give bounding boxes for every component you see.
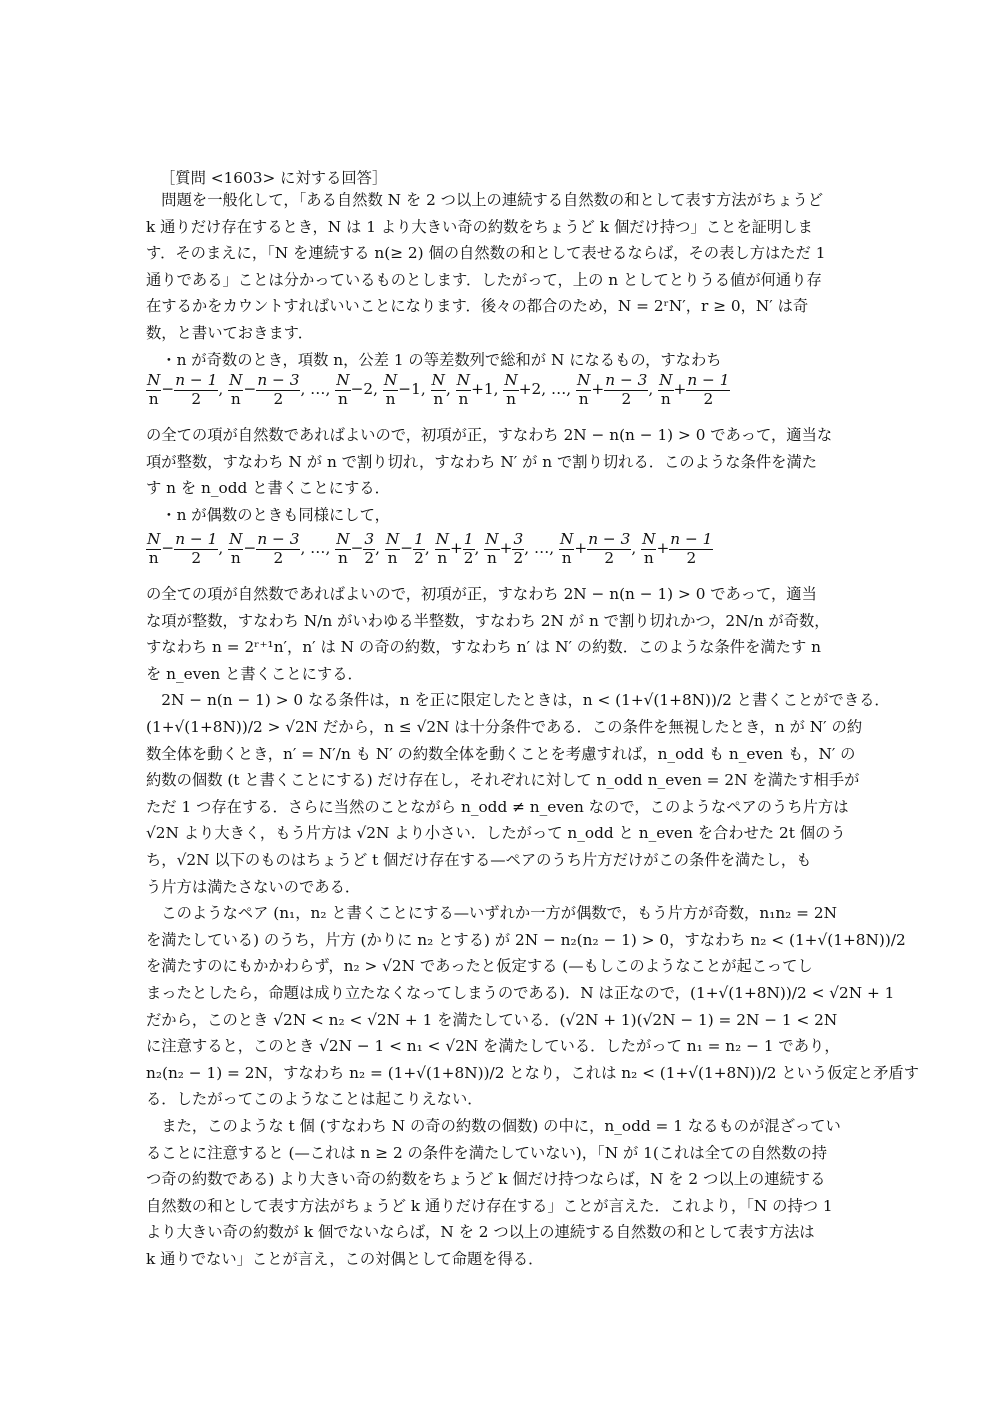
formula-text: , [631,539,642,558]
fraction-numerator: N [383,371,398,389]
fraction-denominator: n [484,549,499,568]
fraction-numerator: N [229,371,243,389]
text-line: だから，このとき √2N < n₂ < √2N + 1 を満たしている．(√2N + 1)(√2N − 1) = 2N − 1 < 2N [146,1011,838,1029]
text-line: つ奇の約数である) より大きい奇の約数をちょうど k 個だけ持つならば，N を 2 つ以上の連続する [146,1170,826,1188]
formula-text: −1, [398,380,431,399]
text-line: (1+√(1+8N))/2 > √2N だから，n ≤ √2N は十分条件である．この条件を無視したとき，n が N′ の約 [146,718,863,736]
text-line: 約数の個数 (t と書くことにする) だけ存在し，それぞれに対して n_odd n_even = 2N を満たす相手が [146,771,860,789]
fraction [658,372,673,408]
fraction [385,531,400,567]
text-line: 自然数の和として表す方法がちょうど k 通りだけ存在する」ことが言えた．これより，「N の持つ 1 [146,1197,833,1215]
formula-text: + [574,539,588,558]
text-line: す n を n_odd と書くことにする． [146,479,390,497]
fraction [435,531,450,567]
text-line: る．したがってこのようなことは起こりえない． [146,1090,483,1108]
fraction-numerator: N [229,530,243,548]
fraction-numerator: 3 [513,530,524,548]
answer-heading: ［質問 <1603> に対する回答］ [160,169,388,187]
fraction-numerator: n − 3 [257,530,300,548]
fraction-denominator: n [146,549,161,568]
fraction-denominator: 2 [256,549,300,568]
fraction-denominator: n [641,549,656,568]
fraction [174,372,218,408]
fraction [431,372,446,408]
fraction [559,531,574,567]
fraction-numerator: N [336,530,350,548]
fraction-denominator: 2 [587,549,631,568]
fraction [383,372,398,408]
fraction-denominator: n [383,390,398,409]
text-line: 項が整数，すなわち N が n で割り切れ，すなわち N′ が n で割り切れる．このような条件を満た [146,453,818,471]
fraction-numerator: n − 1 [670,530,713,548]
text-line: す．そのまえに，「N を連続する n(≥ 2) 個の自然数の和として表せるならば，その表し方はただ 1 [146,244,826,262]
fraction-numerator: N [659,371,673,389]
formula-text: − [243,539,257,558]
fraction-denominator: 2 [686,390,730,409]
fraction-denominator: 2 [513,548,524,567]
fraction [503,372,518,408]
fraction-numerator: 3 [364,530,375,548]
formula-text: − [161,539,175,558]
fraction [228,531,243,567]
fraction-denominator: 2 [256,390,300,409]
fraction-denominator: n [335,390,350,409]
fraction-denominator: n [503,390,518,409]
text-line: また，このような t 個 (すなわち N の奇の約数の個数) の中に，n_odd = 1 なるものが混ざってい [146,1117,841,1135]
text-line: を n_even と書くことにする． [146,665,363,683]
fraction-denominator: n [146,390,161,409]
fraction [228,372,243,408]
text-line: すなわち n = 2ʳ⁺¹n′，n′ は N の奇の約数，すなわち n′ は N′ の約数．このような条件を満たす n [146,638,821,656]
fraction-numerator: N [504,371,518,389]
fraction-denominator: n [559,549,574,568]
fraction [256,531,300,567]
formula-text: , [474,539,485,558]
formula-text: + [591,380,605,399]
fraction-numerator: 1 [463,530,474,548]
text-line: ・n が奇数のとき，項数 n，公差 1 の等差数列で総和が N になるもの，すなわち [146,351,722,369]
formula-text: − [350,539,364,558]
text-line: ・n が偶数のときも同様にして， [146,506,390,524]
fraction-numerator: N [385,530,400,548]
fraction [146,372,161,408]
text-line: このようなペア (n₁，n₂ と書くことにする—いずれか一方が偶数で，もう片方が奇数，n₁n₂ = 2N [146,904,837,922]
fraction [463,531,475,567]
fraction-denominator: n [431,390,446,409]
fraction [413,531,425,567]
fraction-numerator: N [577,371,591,389]
text-line: k 通りでない」ことが言え，この対偶として命題を得る． [146,1250,544,1268]
text-line: まったとしたら，命題は成り立たなくなってしまうのである)．N は正なので，(1+√(1+8N))/2 < √2N + 1 [146,984,895,1002]
fraction-denominator: 2 [174,390,218,409]
fraction-denominator: 2 [604,390,648,409]
fraction-denominator: n [435,549,450,568]
fraction [335,531,350,567]
fraction-numerator: n − 3 [605,371,648,389]
fraction [174,531,218,567]
text-line: √2N より大きく，もう片方は √2N より小さい．したがって n_odd と n_even を合わせた 2t 個のう [146,824,846,842]
fraction-numerator: n − 3 [588,530,631,548]
text-line: に注意すると，このとき √2N − 1 < n₁ < √2N を満たしている．したがって n₁ = n₂ − 1 であり， [146,1037,840,1055]
fraction [686,372,730,408]
fraction [604,372,648,408]
fraction [669,531,713,567]
fraction-denominator: n [576,390,591,409]
fraction [256,372,300,408]
text-line: 問題を一般化して，「ある自然数 N を 2 つ以上の連続する自然数の和として表す方法がちょうど [146,191,824,209]
text-line: 数全体を動くとき，n′ = N′/n も N′ の約数全体を動くことを考慮すれば，n_odd も n_even も，N′ の [146,745,856,763]
text-line: 数，と書いておきます． [146,324,314,342]
fraction-numerator: 1 [414,530,424,548]
formula-line [146,531,713,567]
fraction-denominator: 2 [463,548,474,567]
text-line: を満たすのにもかかわらず，n₂ > √2N であったと仮定する (—もしこのようなことが起こってし [146,957,813,975]
fraction-denominator: 2 [364,548,375,567]
fraction [456,372,471,408]
fraction-denominator: 2 [669,549,713,568]
formula-text: + [673,380,687,399]
fraction-numerator: N [485,530,499,548]
formula-text: , [218,380,229,399]
fraction-numerator: N [435,530,449,548]
formula-text: , [445,380,456,399]
text-line: より大きい奇の約数が k 個でないならば，N を 2 つ以上の連続する自然数の和として表す方法は [146,1223,815,1241]
text-line: 在するかをカウントすればいいことになります．後々の都合のため，N = 2ʳN′，r ≥ 0，N′ は奇 [146,297,809,315]
text-line: k 通りだけ存在するとき，N は 1 より大きい奇の約数をちょうど k 個だけ持つ」ことを証明しま [146,218,813,236]
fraction [335,372,350,408]
text-line: 2N − n(n − 1) > 0 なる条件は，n を正に限定したときは，n < (1+√(1+8N))/2 と書くことができる． [146,691,890,709]
text-line: ち，√2N 以下のものはちょうど t 個だけ存在する—ペアのうち片方だけがこの条件を満たし，も [146,851,812,869]
formula-text: − [161,380,175,399]
fraction-numerator: n − 1 [175,371,218,389]
text-line: n₂(n₂ − 1) = 2N，すなわち n₂ = (1+√(1+8N))/2 となり，これは n₂ < (1+√(1+8N))/2 という仮定と矛盾す [146,1064,920,1082]
text-line: ただ 1 つ存在する．さらに当然のことながら n_odd ≠ n_even なので，このようなペアのうち片方は [146,798,849,816]
formula-text: +1, [471,380,504,399]
fraction [146,531,161,567]
formula-text: − [400,539,414,558]
fraction-numerator: N [336,371,350,389]
text-line: な項が整数，すなわち N/n がいわゆる半整数，すなわち 2N が n で割り切れかつ，2N/n が奇数， [146,612,830,630]
fraction-numerator: N [147,530,161,548]
formula-text: , …, [524,539,559,558]
formula-text: +2, …, [518,380,577,399]
fraction-denominator: n [228,390,243,409]
fraction-denominator: 2 [414,548,424,567]
formula-text: , …, [300,539,336,558]
fraction-denominator: n [456,390,471,409]
fraction [363,531,375,567]
formula-text: , [424,539,435,558]
formula-text: − [243,380,257,399]
fraction-numerator: n − 3 [257,371,300,389]
formula-text: , [648,380,659,399]
text-line: う片方は満たさないのである． [146,878,361,896]
text-line: の全ての項が自然数であればよいので，初項が正，すなわち 2N − n(n − 1) > 0 であって，適当な [146,426,833,444]
fraction-numerator: N [147,371,161,389]
text-line: 通りである」ことは分かっているものとします．したがって，上の n としてとりうる値が何通り存 [146,271,822,289]
formula-text: , [218,539,229,558]
fraction-denominator: n [385,549,400,568]
fraction [641,531,656,567]
formula-text: , …, [300,380,336,399]
formula-text: , [375,539,385,558]
text-line: を満たしている) のうち，片方 (かりに n₂ とする) が 2N − n₂(n₂ − 1) > 0，すなわち n₂ < (1+√(1+8N))/2 [146,931,906,949]
fraction-numerator: N [431,371,445,389]
fraction-denominator: n [228,549,243,568]
formula-text: + [656,539,670,558]
fraction-denominator: 2 [174,549,218,568]
fraction [512,531,524,567]
fraction [576,372,591,408]
fraction-denominator: n [335,549,350,568]
fraction-numerator: N [456,371,471,389]
fraction [484,531,499,567]
formula-text: + [499,539,513,558]
fraction [587,531,631,567]
formula-text: + [449,539,463,558]
fraction-numerator: n − 1 [175,530,218,548]
fraction-numerator: n − 1 [687,371,730,389]
fraction-denominator: n [658,390,673,409]
fraction-numerator: N [559,530,574,548]
formula-text: −2, [350,380,383,399]
formula-line [146,372,730,408]
fraction-numerator: N [642,530,656,548]
text-line: の全ての項が自然数であればよいので，初項が正，すなわち 2N − n(n − 1) > 0 であって，適当 [146,585,817,603]
text-line: ることに注意すると (—これは n ≥ 2 の条件を満たしていない)，「N が 1(これは全ての自然数の持 [146,1144,828,1162]
